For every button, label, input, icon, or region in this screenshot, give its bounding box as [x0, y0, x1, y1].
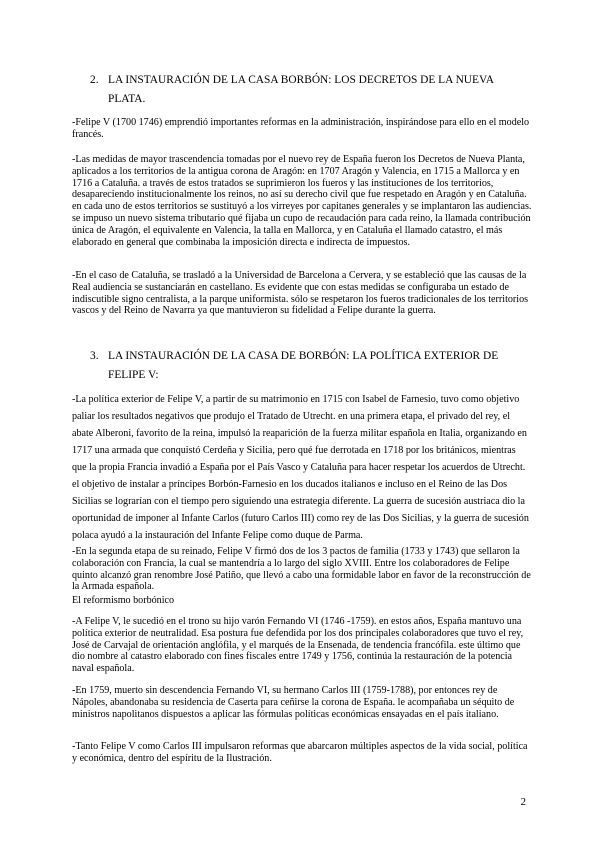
section-2-heading [90, 71, 530, 109]
section-3-number: 3. [90, 350, 99, 362]
paragraph: -Tanto Felipe V como Carlos III impulsaron reformas que abarcaron múltiples aspectos de la vida social, política y económica, dentro del espíritu de la Ilustración. [72, 741, 528, 764]
paragraph: -En 1759, muerto sin descendencia Fernando VI, su hermano Carlos III (1759-1788), por entonces rey de Nápoles, abandonaba su residencia de Caserta para ceñirse la corona de España. le acompañaba un séquito de ministros napolitanos dispuestos a aplicar las fórmulas políticas económicas ensayadas en el país italiano. [72, 685, 515, 720]
paragraph: -En el caso de Cataluña, se trasladó a la Universidad de Barcelona a Cervera, y se estableció que las causas de la Real audiencia se sustanciarán en castellano. Es evidente que con estas medidas se configuraba un estado de indiscutible signo centralista, a la parque uniformista. sólo se respetaron los fueros tradicionales de los territorios vascos y del Reino de Navarra ya que mantuvieron su fidelidad a Felipe durante la guerra. [72, 270, 529, 317]
section-2-number: 2. [90, 74, 99, 86]
page-number: 2 [520, 796, 526, 808]
paragraph: -Felipe V (1700 1746) emprendió importantes reformas en la administración, inspirándose para ello en el modelo francés. [72, 117, 530, 140]
section-3-title: LA INSTAURACIÓN DE LA CASA DE BORBÓN: LA POLÍTICA EXTERIOR DE FELIPE V: [108, 350, 499, 381]
paragraph: -En la segunda etapa de su reinado, Felipe V firmó dos de los 3 pactos de familia (1733 y 1743) que sellaron la colaboración con Francia, la cual se mantendría a lo largo del siglo XVIII. Entre los colaboradores de Felipe quinto alcanzó gran renombre José Patiño, que llevó a cabo una formidable labor en favor de la reconstrucción de la Armada española. [72, 546, 531, 593]
paragraph: -A Felipe V, le sucedió en el trono su hijo varón Fernando VI (1746 -1759). en estos años, España mantuvo una política exterior de neutralidad. Esa postura fue defendida por los dos principales colaboradores que tuvo el rey, José de Carvajal de orientación anglófila, y el marqués de la Ensenada, de tendencia francófila. este último que dio nombre al catastro elaborado con fines fiscales entre 1749 y 1756, continúa la restauración de la potencia naval española. [72, 616, 524, 675]
section-2-title: LA INSTAURACIÓN DE LA CASA BORBÓN: LOS DECRETOS DE LA NUEVA PLATA. [108, 74, 494, 105]
paragraph: -Las medidas de mayor trascendencia tomadas por el nuevo rey de España fueron los Decretos de Nueva Planta, aplicados a los territorios de la antigua corona de Aragón: en 1707 Aragón y Valencia, en 1715 a Mallorca y en 1716 a Cataluña. a través de estos tratados se suprimieron los fueros y las instituciones de los territorios, desapareciendo institucionalmente los reinos, no así su derecho civil que fue respetado en Aragón y en Cataluña. en cada uno de estos territorios se sustituyó a los virreyes por capitanes generales y se implantaron las audiencias. se impuso un nuevo sistema tributario qué fijaba un cupo de recaudación para cada reino, la llamada contribución única de Aragón, el equivalente en Valencia, la talla en Mallorca, y en Cataluña el llamado catastro, el más elaborado en general que combinaba la imposición directa e indirecta de impuestos. [72, 154, 532, 248]
paragraph: -La política exterior de Felipe V, a partir de su matrimonio en 1715 con Isabel de Farnesio, tuvo como objetivo paliar los resultados negativos que produjo el Tratado de Utrecht. en una primera etapa, el privado del rey, el abate Alberoni, favorito de la reina, impulsó la reaparición de la fuerza militar española en Italia, organizando en 1717 una armada que conquistó Cerdeña y Sicilia, pero qué fue derrotada en 1718 por los británicos, mientras que la propia Francia invadió a España por el País Vasco y Cataluña para hacer respetar los acuerdos de Utrecht. el objetivo de instalar a príncipes Borbón-Farnesio en los ducados italianos e incluso en el Reino de las Dos Sicilias se lograrían con el tiempo pero siguiendo una estrategia diferente. La guerra de sucesión austriaca dio la oportunidad de imponer al Infante Carlos (futuro Carlos III) como rey de las Dos Sicilias, y la guerra de sucesión polaca ayudó a la instauración del Infante Felipe como duque de Parma. [72, 394, 529, 541]
section-3-heading [90, 347, 530, 385]
subheading: El reformismo borbónico [72, 595, 175, 606]
